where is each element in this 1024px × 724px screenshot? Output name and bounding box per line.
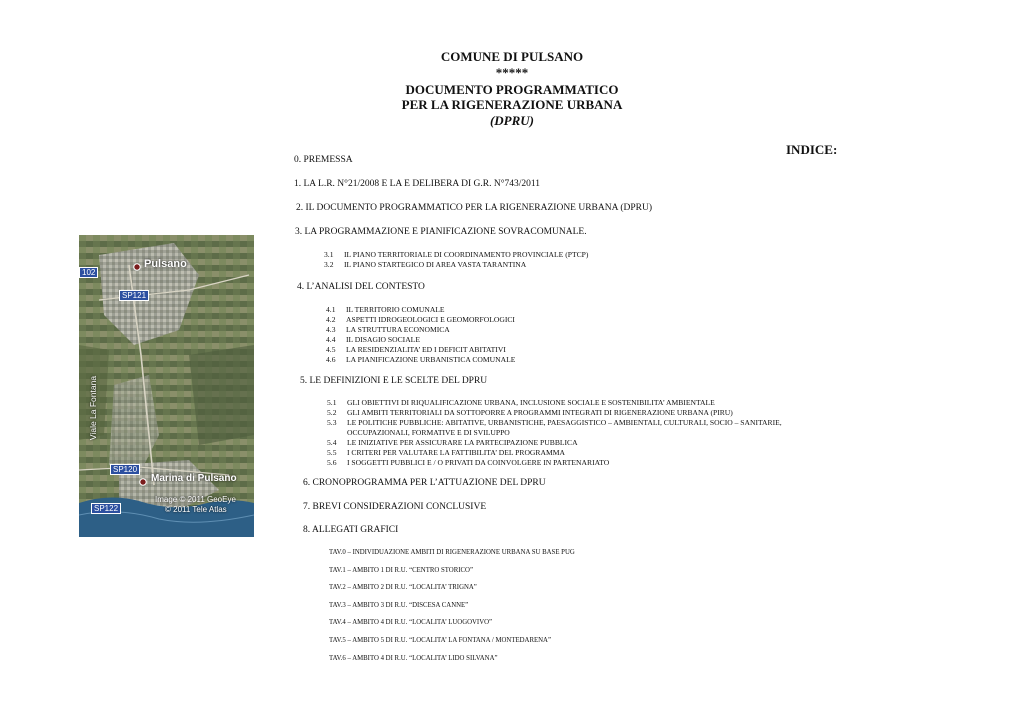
- subsection-5-6: [327, 458, 609, 468]
- subsection-number: 4.2: [326, 315, 336, 324]
- subsection-number: 5.5: [327, 448, 337, 457]
- subsection-text: LE INIZIATIVE PER ASSICURARE LA PARTECIPAZIONE PUBBLICA: [347, 438, 578, 447]
- map-copyright-geoeye: Image © 2011 GeoEye: [155, 495, 236, 504]
- subsection-text: I SOGGETTI PUBBLICI E / O PRIVATI DA COINVOLGERE IN PARTENARIATO: [347, 458, 610, 467]
- subsection-3-1: [324, 250, 588, 260]
- subsection-number: 3.2: [324, 260, 334, 269]
- section-6: 6. CRONOPROGRAMMA PER L’ATTUAZIONE DEL DPRU: [303, 478, 546, 488]
- subsection-5-1: [327, 398, 715, 408]
- subsection-number: 5.3: [327, 418, 337, 427]
- subsection-number: 4.5: [326, 345, 336, 354]
- subsection-text: I CRITERI PER VALUTARE LA FATTIBILITA’ DEL PROGRAMMA: [347, 448, 565, 457]
- section-7: 7. BREVI CONSIDERAZIONI CONCLUSIVE: [303, 502, 487, 512]
- index-label: INDICE:: [786, 142, 838, 157]
- tavola-3: TAV.3 – AMBITO 3 DI R.U. “DISCESA CANNE”: [329, 602, 469, 609]
- document-title-line1: DOCUMENTO PROGRAMMATICO: [405, 82, 619, 97]
- section-0: 0. PREMESSA: [294, 155, 353, 165]
- subsection-text: IL PIANO STARTEGICO DI AREA VASTA TARANTINA: [344, 260, 527, 269]
- subsection-5-2: [327, 408, 733, 418]
- tavola-1: TAV.1 – AMBITO 1 DI R.U. “CENTRO STORICO”: [329, 567, 473, 574]
- subsection-5-3-continued: [327, 428, 510, 438]
- subsection-text: ASPETTI IDROGEOLOGICI E GEOMORFOLOGICI: [346, 315, 515, 324]
- subsection-5-3: [327, 418, 782, 428]
- subsection-5-4: [327, 438, 578, 448]
- subsection-4-6: [326, 355, 515, 365]
- document-title-line2: PER LA RIGENERAZIONE URBANA: [401, 97, 623, 112]
- road-shield-102: 102: [79, 267, 98, 278]
- tavola-2: TAV.2 – AMBITO 2 DI R.U. “LOCALITA’ TRIGNA”: [329, 584, 477, 591]
- subsection-3-2: [324, 260, 526, 270]
- subsection-number: 4.6: [326, 355, 336, 364]
- section-3: 3. LA PROGRAMMAZIONE E PIANIFICAZIONE SOVRACOMUNALE.: [295, 227, 587, 237]
- tavola-4: TAV.4 – AMBITO 4 DI R.U. “LOCALITA’ LUOGOVIVO”: [329, 619, 493, 626]
- subsection-text: IL DISAGIO SOCIALE: [346, 335, 420, 344]
- section-2: 2. IL DOCUMENTO PROGRAMMATICO PER LA RIGENERAZIONE URBANA (DPRU): [296, 203, 652, 213]
- subsection-text: OCCUPAZIONALI, FORMATIVE E DI SVILUPPO: [347, 428, 510, 437]
- subsection-number: 4.1: [326, 305, 336, 314]
- subsection-4-2: [326, 315, 515, 325]
- document-acronym: (DPRU): [489, 113, 535, 128]
- subsection-text: IL PIANO TERRITORIALE DI COORDINAMENTO PROVINCIALE (PTCP): [344, 250, 589, 259]
- tavola-0: TAV.0 – INDIVIDUAZIONE AMBITI DI RIGENERAZIONE URBANA SU BASE PUG: [329, 549, 575, 556]
- subsection-4-1: [326, 305, 445, 315]
- subsection-4-4: [326, 335, 420, 345]
- map-copyright-teleatlas: © 2011 Tele Atlas: [165, 505, 227, 514]
- tavola-6: TAV.6 – AMBITO 4 DI R.U. “LOCALITA’ LIDO SILVANA”: [329, 655, 498, 662]
- road-shield-sp120: SP120: [110, 464, 140, 475]
- subsection-text: LE POLITICHE PUBBLICHE: ABITATIVE, URBANISTICHE, PAESAGGISTICO – AMBIENTALI, CULTURALI, SOCIO – SANITARIE,: [347, 418, 782, 427]
- subsection-number: 5.2: [327, 408, 337, 417]
- road-shield-sp121: SP121: [119, 290, 149, 301]
- subsection-number: 5.6: [327, 458, 337, 467]
- subsection-number: 4.3: [326, 325, 336, 334]
- subsection-text: LA STRUTTURA ECONOMICA: [346, 325, 450, 334]
- subsection-text: LA PIANIFICAZIONE URBANISTICA COMUNALE: [346, 355, 516, 364]
- map-label-viale-la-fontana: Viale La Fontana: [88, 375, 99, 441]
- section-5: 5. LE DEFINIZIONI E LE SCELTE DEL DPRU: [300, 376, 488, 386]
- section-1: 1. LA L.R. N°21/2008 E LA E DELIBERA DI G.R. N°743/2011: [294, 179, 541, 189]
- map-label-pulsano: Pulsano: [144, 258, 187, 270]
- subsection-text: GLI AMBITI TERRITORIALI DA SOTTOPORRE A PROGRAMMI INTEGRATI DI RIGENERAZIONE URBANA (PIRU): [347, 408, 733, 417]
- subsection-number: 5.4: [327, 438, 337, 447]
- subsection-number: 4.4: [326, 335, 336, 344]
- map-label-marina-di-pulsano: Marina di Pulsano: [151, 473, 237, 484]
- subsection-number: 5.1: [327, 398, 337, 407]
- subsection-text: LA RESIDENZIALITA’ ED I DEFICIT ABITATIVI: [346, 345, 506, 354]
- comune-title: COMUNE DI PULSANO: [440, 49, 584, 64]
- subsection-4-3: [326, 325, 450, 335]
- subsection-number: 3.1: [324, 250, 334, 259]
- road-shield-sp122: SP122: [91, 503, 121, 514]
- subsection-text: GLI OBIETTIVI DI RIQUALIFICAZIONE URBANA, INCLUSIONE SOCIALE E SOSTENIBILITA’ AMBIENTALE: [347, 398, 715, 407]
- subsection-text: IL TERRITORIO COMUNALE: [346, 305, 445, 314]
- tavola-5: TAV.5 – AMBITO 5 DI R.U. “LOCALITA’ LA FONTANA / MONTEDARENA”: [329, 637, 551, 644]
- subsection-5-5: [327, 448, 565, 458]
- stars-separator: *****: [495, 65, 529, 80]
- section-4: 4. L’ANALISI DEL CONTESTO: [297, 282, 425, 292]
- satellite-map-graphic: [79, 235, 254, 537]
- section-8: 8. ALLEGATI GRAFICI: [303, 525, 399, 535]
- subsection-4-5: [326, 345, 506, 355]
- satellite-map: [79, 235, 254, 537]
